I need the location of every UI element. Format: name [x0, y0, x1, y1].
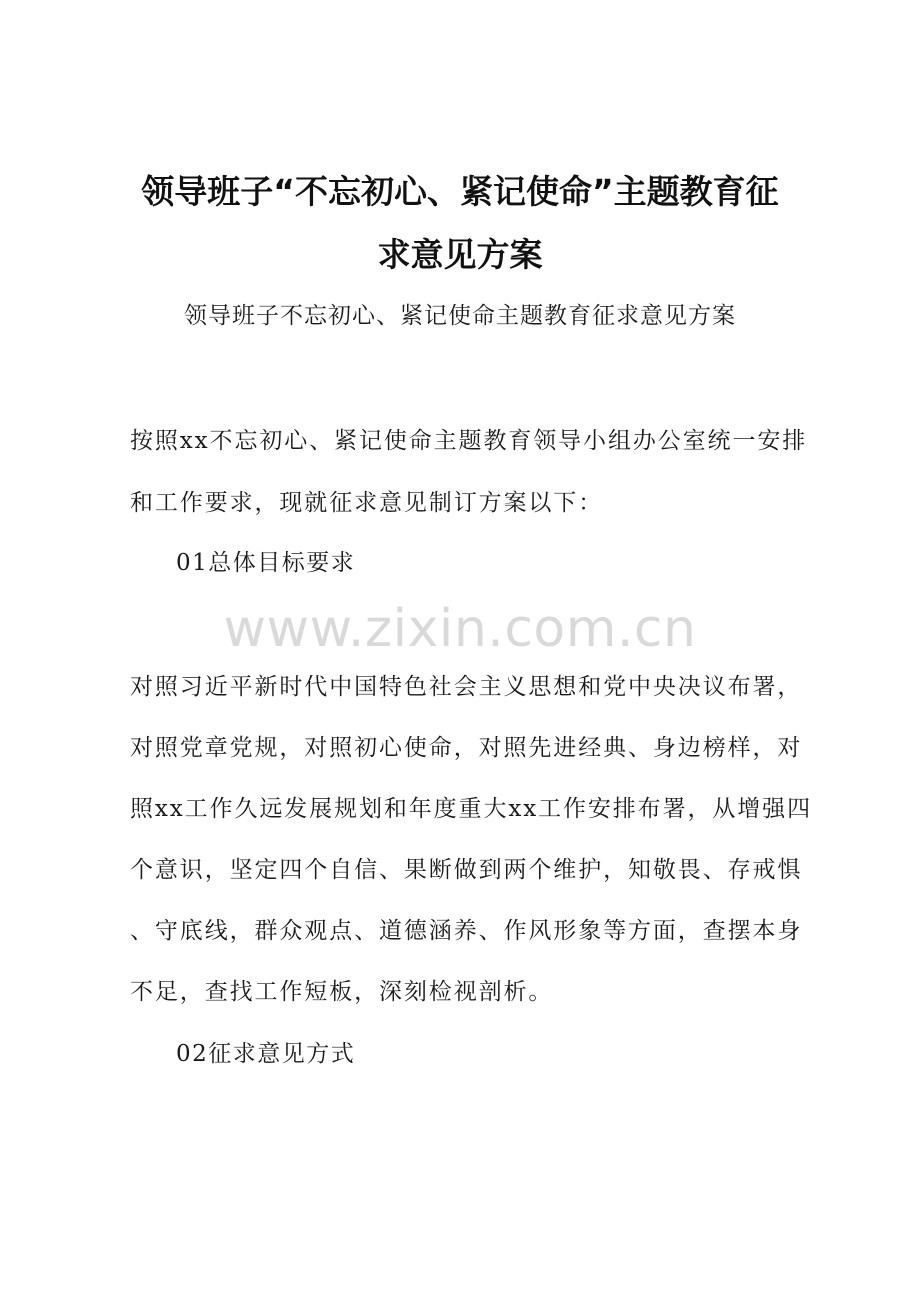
watermark: www.zixin.com.cn: [223, 599, 697, 659]
intro-line-2: 和工作要求，现就征求意见制订方案以下：: [130, 490, 604, 516]
section-1-line-1: 对照习近平新时代中国特色社会主义思想和党中央决议布署，: [130, 674, 803, 700]
document-title-line-1: 领导班子“不忘初心、紧记使命”主题教育征: [141, 172, 779, 211]
document-title-line-2: 求意见方案: [377, 235, 543, 274]
intro-line-1: 按照xx不忘初心、紧记使命主题教育领导小组办公室统一安排: [130, 428, 808, 454]
document-subtitle: 领导班子不忘初心、紧记使命主题教育征求意见方案: [184, 303, 736, 329]
section-1-line-6: 不足，查找工作短板，深刻检视剖析。: [130, 979, 554, 1005]
section-1-line-4: 个意识，坚定四个自信、果断做到两个维护，知敬畏、存戒惧: [130, 857, 803, 883]
section-1-line-3: 照xx工作久远发展规划和年度重大xx工作安排布署，从增强四: [130, 796, 812, 822]
section-1-heading: 01总体目标要求: [176, 550, 356, 576]
section-2-heading: 02征求意见方式: [176, 1041, 356, 1067]
section-1-line-2: 对照党章党规，对照初心使命，对照先进经典、身边榜样，对: [130, 735, 803, 761]
section-1-line-5: 、守底线，群众观点、道德涵养、作风形象等方面，查摆本身: [130, 918, 803, 944]
